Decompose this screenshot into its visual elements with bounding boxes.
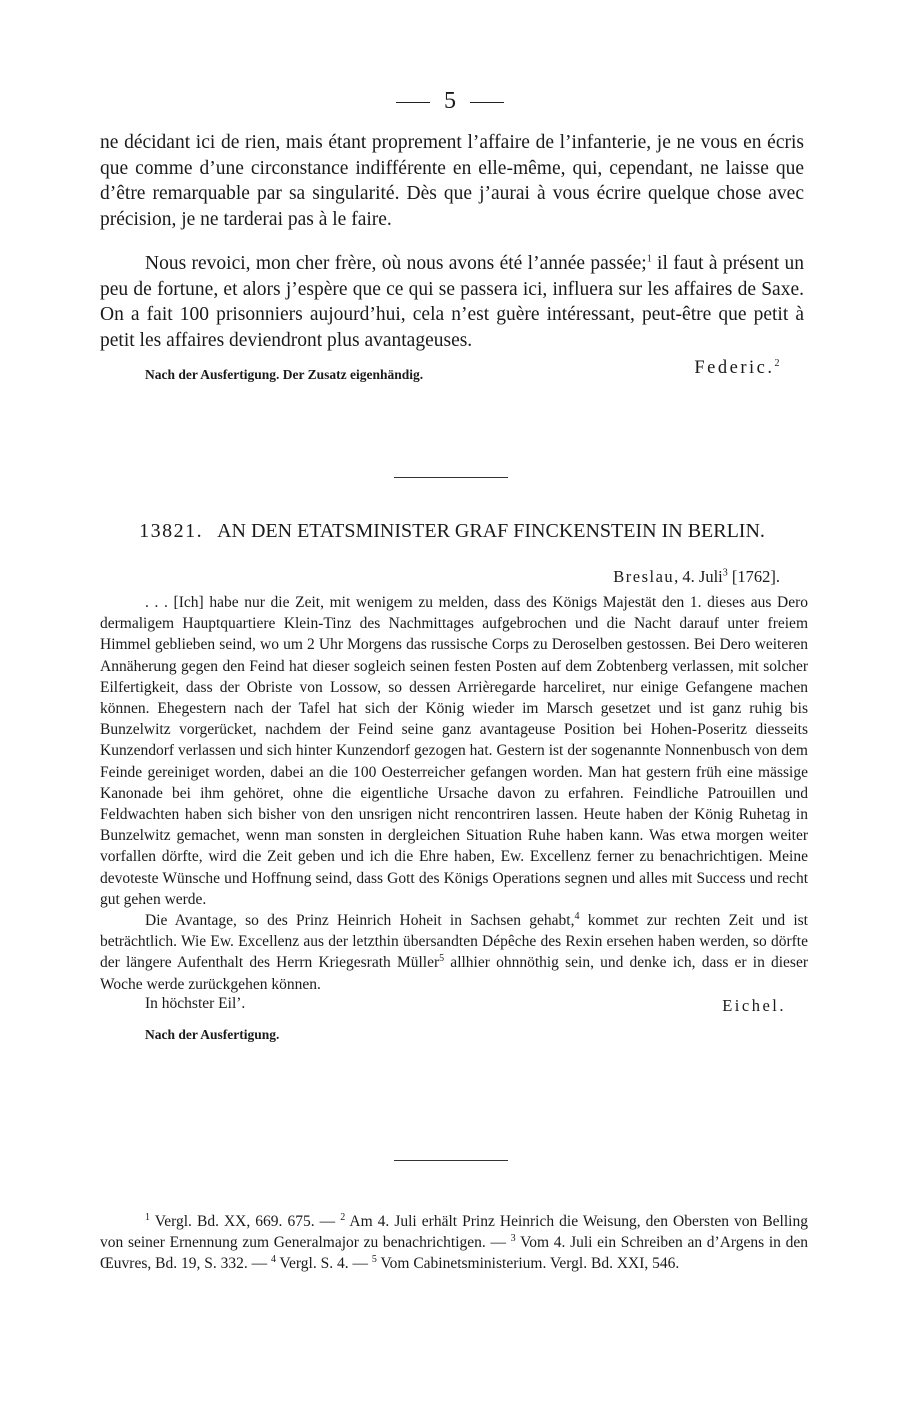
letter-number: 13821.	[139, 520, 204, 542]
paragraph-text: il faut à présent un peu de fortune, et alors j’espère que ce qui se passera ici, influera sur les affaires de Saxe. On a fait 100 prisonniers aujourd’hui, cela n’est guère intéressant, peut-être que petit à petit les affaires deviendront plus avantageuses.	[100, 253, 804, 351]
footnote-mark: 1	[145, 1211, 150, 1223]
paragraph: ne décidant ici de rien, mais étant proprement l’affaire de l’infanterie, je ne vous en écris que comme d’une circonstance indifférente en elle-même, qui, cependant, ne laisse que d’être remarquable par sa singularité. Dès que j’aurai à vous écrire quelque chose avec précision, je ne tarderai pas à le faire.	[100, 132, 804, 230]
footnote-text: Vom 4. Juli ein Schreiben an d’Argens in den Œuvres, Bd. 19, S. 332. —	[100, 1234, 808, 1272]
signature	[694, 358, 782, 379]
footnote-ref: 1	[646, 253, 652, 265]
closing-row	[100, 995, 808, 1019]
source-note: Nach der Ausfertigung.	[145, 1026, 280, 1042]
letter-continuation	[100, 130, 804, 385]
letter-body	[100, 566, 808, 1043]
footnote-ref: 5	[439, 953, 445, 965]
letter-title: AN DEN ETATSMINISTER GRAF FINCKENSTEIN IN BERLIN.	[217, 520, 765, 542]
page-number: 5	[444, 88, 456, 114]
footnote-mark: 2	[340, 1211, 346, 1223]
paragraph-text: allhier ohnnöthig sein, und denke ich, dass er in dieser Woche werde zurückgehen können.	[100, 954, 808, 993]
place-date	[100, 566, 808, 588]
paragraph	[100, 251, 804, 353]
signature-text: Federic.	[694, 358, 775, 378]
date: , 4. Juli	[674, 567, 723, 586]
footnote-text: Vom Cabinetsministerium. Vergl. Bd. XXI, 546.	[376, 1255, 680, 1272]
place: Breslau	[613, 567, 675, 586]
footnote-text: Vergl. S. 4. —	[275, 1255, 372, 1272]
source-row	[100, 355, 804, 385]
running-header	[0, 88, 900, 115]
footnote-text: Vergl. Bd. XX, 669. 675. —	[150, 1213, 341, 1230]
paragraph-text: Die Avantage, so des Prinz Heinrich Hoheit in Sachsen gehabt,	[145, 912, 575, 930]
source-note: Nach der Ausfertigung. Der Zusatz eigenhändig.	[145, 367, 424, 382]
signature: Eichel.	[722, 995, 786, 1015]
footnote-text: Am 4. Juli erhält Prinz Heinrich die Weisung, den Obersten von Belling von seiner Ernennung zum Generalmajor zu benachrichtigen. —	[100, 1213, 808, 1251]
footnote-ref: 4	[574, 910, 580, 922]
paragraph	[100, 910, 808, 995]
footnote-mark: 4	[270, 1253, 276, 1265]
paragraph-text: kommet zur rechten Zeit und ist beträchtlich. Wie Ew. Excellenz aus der letzthin übersandten Dépêche des Rexin ersehen haben werden, so dörfte der längere Aufenthalt des Herrn Kriegesrath Müller	[100, 912, 808, 972]
footnote-ref: 3	[722, 567, 728, 579]
header-rule-left	[396, 102, 430, 103]
letter-heading	[100, 518, 804, 544]
year: [1762].	[727, 567, 780, 586]
paragraph: . . . [Ich] habe nur die Zeit, mit wenigem zu melden, dass des Königs Majestät den 1. dieses aus Dero dermaligem Hauptquartiere Klein-Tinz des Nachmittages aufgebrochen und die Nacht darauf unter freiem Himmel geblieben seind, wo um 2 Uhr Morgens das russische Corps zu Deroselben gestossen. Bei Dero weiteren Annäherung gegen den Feind hat dieser sogleich seinen festen Posten auf dem Zobtenberg verlassen, mit solcher Eilfertigkeit, dass der Obriste von Lossow, so dessen Arrièregarde harceliret, nur einige Gefangene machen können. Ehegestern nach der Tafel hat sich der König wieder im Marsch gesetzet und ist ganz ruhig bis Bunzelwitz vorgerücket, nachdem der Feind seine ganz avantageuse Position bei Hohen-Poseritz diesseits Kunzendorf verlassen und sich hinter Kunzendorf gezogen hat. Gestern ist der sogenannte Nonnenbusch von dem Feinde gereiniget worden, dabei an die 100 Oesterreicher gefangen worden. Man hat gestern früh eine mässige Kanonade bei ihm gehöret, ohne die eigentliche Ursache davon zu erfahren. Feindliche Patrouillen und Feldwachten haben sich bisher von den unsrigen nicht rencontriren lassen. Heute haben der König Ruhetag in Bunzelwitz gemachet, wenn man sonsten in dergleichen Situation Ruhe haben kann. Was etwa morgen weiter vorfallen dörfte, wird die Zeit geben und ich die Ehre haben, Ew. Excellenz ferner zu benachrichtigen. Meine devoteste Wünsche und Hoffnung seind, dass Gott des Königs Operations segnen und alles mit Success und recht gut gehen werde.	[100, 594, 808, 908]
paragraph-text: Nous revoici, mon cher frère, où nous avons été l’année passée;	[145, 253, 647, 274]
footnote-mark: 5	[371, 1253, 377, 1265]
footnote-mark: 3	[510, 1232, 516, 1244]
header-rule-right	[470, 102, 504, 103]
section-divider	[394, 477, 508, 478]
footnotes	[100, 1211, 808, 1274]
footnote-ref: 2	[774, 357, 782, 369]
footnote-divider	[394, 1160, 508, 1161]
closing: In höchster Eil’.	[145, 994, 246, 1012]
